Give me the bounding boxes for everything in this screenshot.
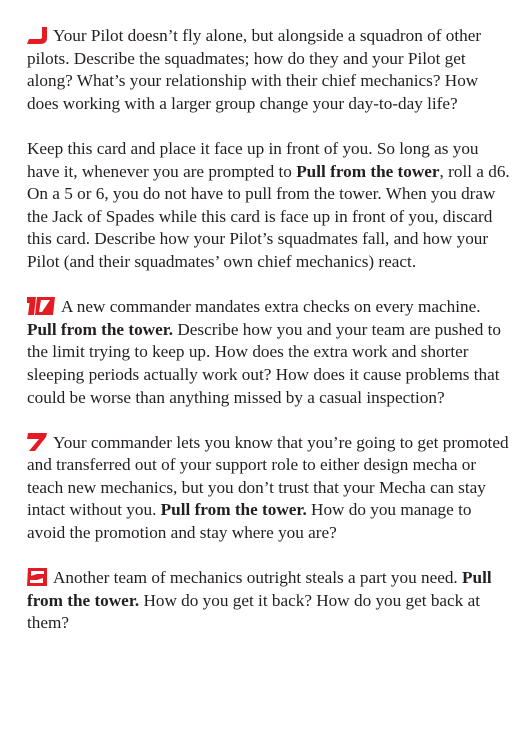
paragraph-jack	[27, 25, 512, 115]
paragraph-seven	[27, 432, 512, 545]
pull-from-tower-instruction: Pull from the tower	[296, 161, 440, 181]
paragraph-ten	[27, 296, 512, 409]
paragraph-text: Your Pilot doesn’t fly alone, but alongside a squadron of other pilots. Describe the squadmates; how do they and your Pilot get along? What’s your relationship with their chief mechanics? How does working with a larger group change your day-to-day life?	[27, 26, 482, 113]
pull-from-tower-instruction: Pull from the tower.	[27, 568, 492, 610]
pull-from-tower-instruction: Pull from the tower.	[27, 319, 174, 339]
ten-card-icon	[27, 297, 55, 315]
paragraph-two	[27, 567, 512, 635]
seven-card-icon	[27, 433, 47, 451]
jack-card-icon	[27, 27, 47, 44]
paragraph-text: Your commander lets you know that you’re going to get promoted and transferred out of your support role to either design mecha or teach new mechanics, but you don’t trust that your Mecha can stay intact without you. Pull from the tower. How do you manage to avoid the promotion and stay where you are?	[27, 432, 509, 543]
card-text-page	[27, 25, 512, 658]
paragraph-text: Another team of mechanics outright steals a part you need. Pull from the tower. How do you get it back? How do you get back at them?	[27, 568, 492, 633]
paragraph-text: A new commander mandates extra checks on every machine. Pull from the tower. Describe how you and your team are pushed to the limit trying to keep up. How does the extra work and shorter sleeping periods actually work out? How does it cause problems that could be worse than anything missed by a casual inspection?	[27, 297, 501, 407]
pull-from-tower-instruction: Pull from the tower.	[160, 500, 307, 520]
paragraph-text: Keep this card and place it face up in front of you. So long as you have it, whenever you are prompted to Pull from the tower, roll a d6. On a 5 or 6, you do not have to pull from the tower. When you draw the Jack of Spades while this card is face up in front of you, discard this card. Describe how your Pilot’s squadmates fall, and how your Pilot (and their squadmates’ own chief mechanics) react.	[27, 138, 510, 271]
two-card-icon	[27, 568, 47, 586]
paragraph-keep-card	[27, 138, 512, 274]
